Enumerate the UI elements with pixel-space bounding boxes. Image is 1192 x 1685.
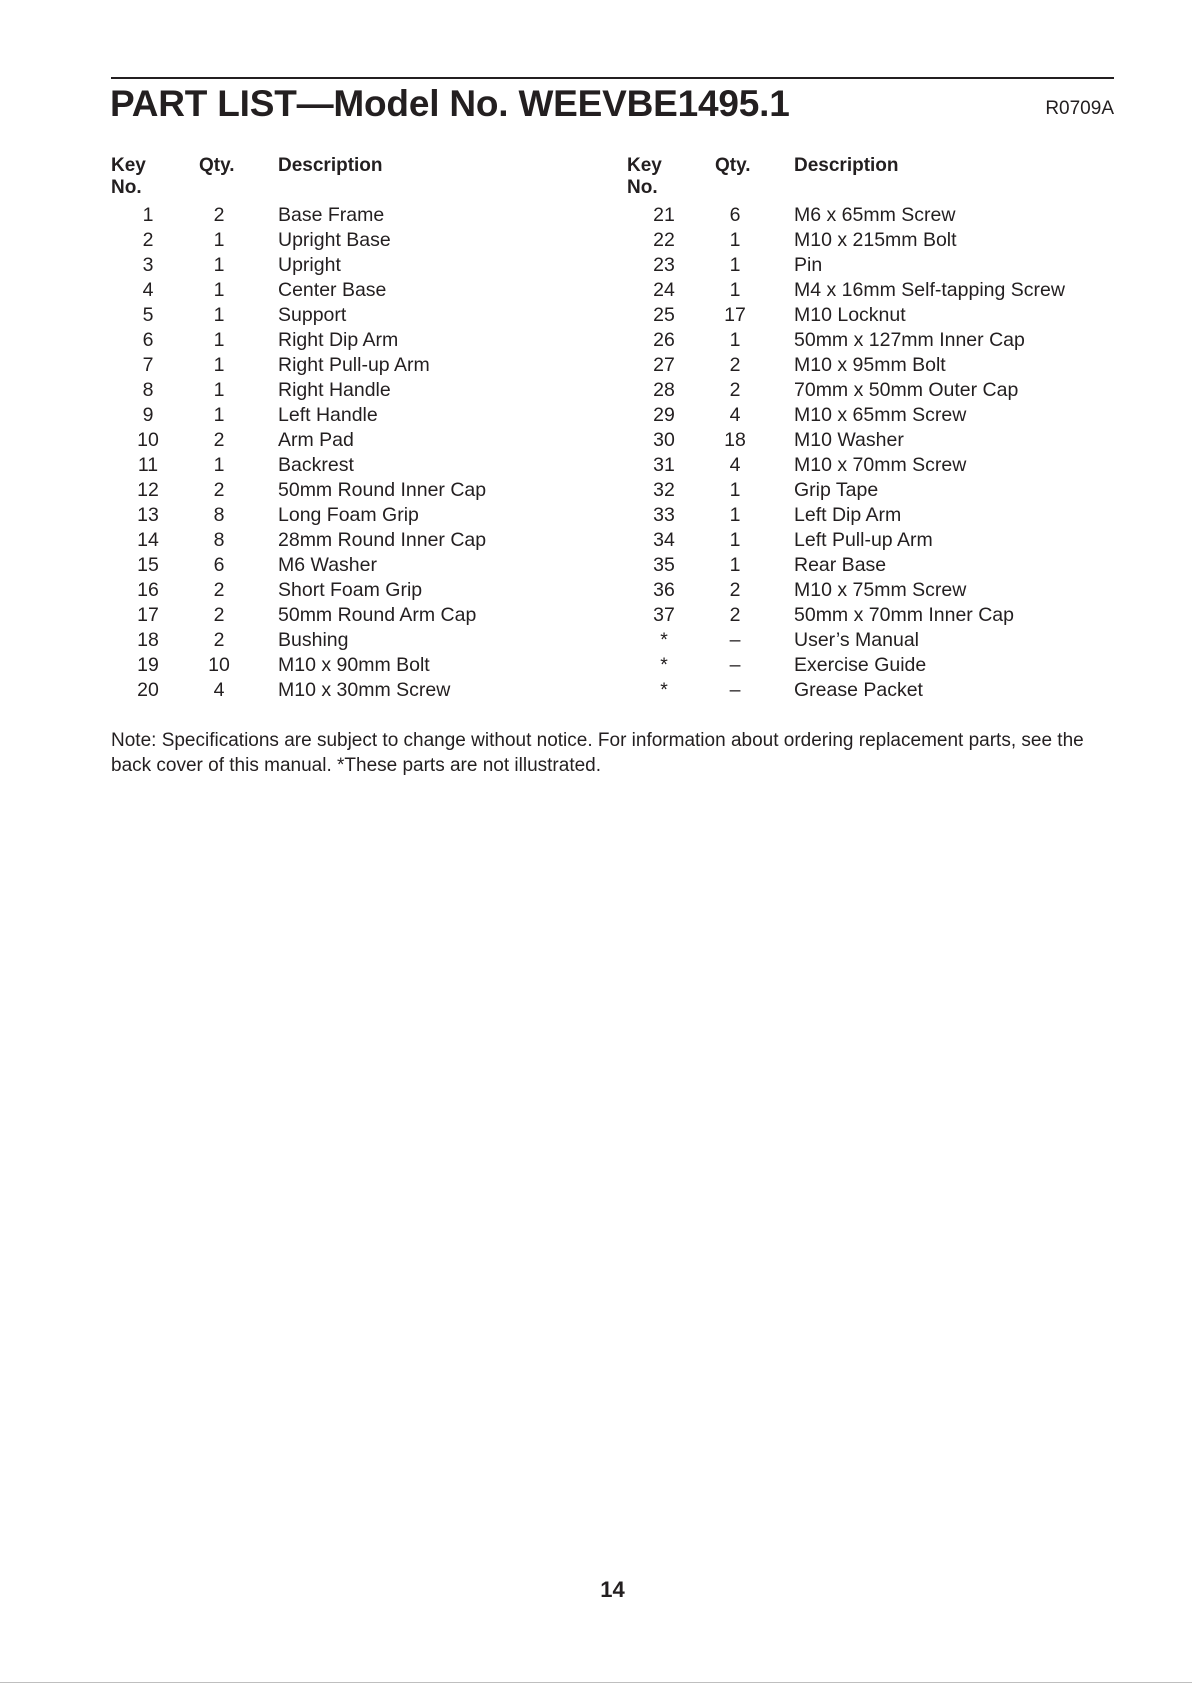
part-key-no: 11 — [137, 454, 159, 476]
part-description: 50mm x 127mm Inner Cap — [794, 329, 1025, 351]
part-key-no: 7 — [142, 354, 154, 376]
part-key-no: 9 — [142, 404, 154, 426]
part-description: Right Handle — [278, 379, 391, 401]
part-qty: 1 — [729, 229, 741, 251]
part-description: Upright Base — [278, 229, 391, 251]
part-qty: 1 — [213, 329, 225, 351]
part-qty: 1 — [729, 554, 741, 576]
part-description: M10 x 215mm Bolt — [794, 229, 957, 251]
part-qty: 8 — [213, 529, 225, 551]
part-qty: 2 — [213, 604, 225, 626]
part-qty: 4 — [729, 404, 741, 426]
page-title: PART LIST—Model No. WEEVBE1495.1 — [110, 83, 790, 124]
part-key-no: 35 — [653, 554, 675, 576]
part-qty: 1 — [729, 254, 741, 276]
part-key-no: 14 — [137, 529, 159, 551]
description-header: Description — [278, 155, 383, 176]
part-description: Left Pull-up Arm — [794, 529, 933, 551]
part-key-no: 23 — [653, 254, 675, 276]
part-description: Grease Packet — [794, 679, 923, 701]
part-description: Left Dip Arm — [794, 504, 902, 526]
key-no-header: Key No. — [111, 155, 146, 198]
part-description: Right Dip Arm — [278, 329, 399, 351]
part-key-no: 32 — [653, 479, 675, 501]
part-key-no: 4 — [142, 279, 154, 301]
part-key-no: 15 — [137, 554, 159, 576]
part-qty: 6 — [729, 204, 741, 226]
part-description: M10 x 90mm Bolt — [278, 654, 430, 676]
part-key-no: 1 — [142, 204, 154, 226]
part-qty: 2 — [213, 204, 225, 226]
part-key-no: 19 — [137, 654, 159, 676]
part-qty: 4 — [213, 679, 225, 701]
part-key-no: 24 — [653, 279, 675, 301]
part-description: M10 x 70mm Screw — [794, 454, 967, 476]
part-key-no: 6 — [142, 329, 154, 351]
part-key-no: 12 — [137, 479, 159, 501]
part-key-no: 31 — [653, 454, 675, 476]
part-description: User’s Manual — [794, 629, 919, 651]
part-key-no: * — [660, 654, 668, 676]
part-key-no: 36 — [653, 579, 675, 601]
part-qty: 10 — [208, 654, 230, 676]
part-qty: 2 — [213, 579, 225, 601]
part-key-no: 17 — [137, 604, 159, 626]
part-qty: 6 — [213, 554, 225, 576]
part-qty: 1 — [729, 279, 741, 301]
part-description: Center Base — [278, 279, 387, 301]
part-description: M4 x 16mm Self-tapping Screw — [794, 279, 1065, 301]
part-qty: 8 — [213, 504, 225, 526]
part-key-no: 3 — [142, 254, 154, 276]
qty-header: Qty. — [715, 155, 751, 176]
page-number: 14 — [600, 1577, 625, 1602]
part-description: M10 x 65mm Screw — [794, 404, 967, 426]
part-description: Base Frame — [278, 204, 385, 226]
part-description: Backrest — [278, 454, 354, 476]
part-qty: 18 — [724, 429, 746, 451]
part-description: 28mm Round Inner Cap — [278, 529, 487, 551]
part-description: Exercise Guide — [794, 654, 927, 676]
part-qty: 2 — [729, 379, 741, 401]
part-key-no: * — [660, 679, 668, 701]
part-description: Pin — [794, 254, 823, 276]
part-qty: 2 — [729, 604, 741, 626]
part-key-no: 34 — [653, 529, 675, 551]
part-description: 50mm Round Inner Cap — [278, 479, 487, 501]
part-key-no: 37 — [653, 604, 675, 626]
part-qty: 2 — [729, 354, 741, 376]
specifications-note: Note: Specifications are subject to change without notice. For information about ordering replacement parts, see the back cover of this manual. *These parts are not illustrated. — [111, 730, 1084, 776]
part-key-no: 33 — [653, 504, 675, 526]
part-description: Support — [278, 304, 347, 326]
part-description: M6 x 65mm Screw — [794, 204, 956, 226]
part-qty: 2 — [213, 429, 225, 451]
part-description: Short Foam Grip — [278, 579, 423, 601]
part-description: 50mm Round Arm Cap — [278, 604, 477, 626]
part-key-no: 2 — [142, 229, 154, 251]
part-key-no: 30 — [653, 429, 675, 451]
document-code: R0709A — [1045, 98, 1114, 119]
part-qty: 1 — [213, 404, 225, 426]
part-description: Bushing — [278, 629, 349, 651]
part-qty: 2 — [213, 629, 225, 651]
part-qty: 1 — [213, 229, 225, 251]
part-qty: 1 — [729, 529, 741, 551]
part-qty: 2 — [213, 479, 225, 501]
part-qty: 1 — [729, 504, 741, 526]
part-description: M10 Washer — [794, 429, 904, 451]
top-rule — [111, 77, 1114, 79]
part-key-no: 10 — [137, 429, 159, 451]
part-description: Long Foam Grip — [278, 504, 419, 526]
part-qty: – — [729, 629, 741, 651]
part-qty: 1 — [213, 254, 225, 276]
part-key-no: 21 — [653, 204, 675, 226]
part-description: M10 x 95mm Bolt — [794, 354, 946, 376]
part-qty: 1 — [213, 304, 225, 326]
description-header: Description — [794, 155, 899, 176]
part-description: 50mm x 70mm Inner Cap — [794, 604, 1014, 626]
part-description: Arm Pad — [278, 429, 354, 451]
bottom-rule — [0, 1682, 1192, 1683]
part-qty: 1 — [729, 479, 741, 501]
part-key-no: 25 — [653, 304, 675, 326]
part-description: M10 Locknut — [794, 304, 906, 326]
part-key-no: 8 — [142, 379, 154, 401]
part-key-no: 27 — [653, 354, 675, 376]
part-key-no: 13 — [137, 504, 159, 526]
part-description: 70mm x 50mm Outer Cap — [794, 379, 1019, 401]
part-description: M6 Washer — [278, 554, 377, 576]
part-key-no: 16 — [137, 579, 159, 601]
part-qty: 1 — [213, 379, 225, 401]
part-qty: 2 — [729, 579, 741, 601]
part-qty: 1 — [213, 354, 225, 376]
part-qty: 17 — [724, 304, 746, 326]
part-description: Upright — [278, 254, 341, 276]
part-key-no: 5 — [142, 304, 154, 326]
part-description: M10 x 30mm Screw — [278, 679, 451, 701]
part-qty: – — [729, 654, 741, 676]
part-description: Left Handle — [278, 404, 378, 426]
part-description: Rear Base — [794, 554, 887, 576]
part-description: M10 x 75mm Screw — [794, 579, 967, 601]
part-key-no: 28 — [653, 379, 675, 401]
part-key-no: 18 — [137, 629, 159, 651]
part-qty: 4 — [729, 454, 741, 476]
qty-header: Qty. — [199, 155, 235, 176]
part-key-no: 20 — [137, 679, 159, 701]
part-key-no: * — [660, 629, 668, 651]
part-key-no: 29 — [653, 404, 675, 426]
key-no-header: Key No. — [627, 155, 662, 198]
part-qty: – — [729, 679, 741, 701]
part-key-no: 22 — [653, 229, 675, 251]
part-qty: 1 — [213, 279, 225, 301]
part-key-no: 26 — [653, 329, 675, 351]
part-description: Right Pull-up Arm — [278, 354, 430, 376]
part-qty: 1 — [213, 454, 225, 476]
part-qty: 1 — [729, 329, 741, 351]
part-description: Grip Tape — [794, 479, 879, 501]
